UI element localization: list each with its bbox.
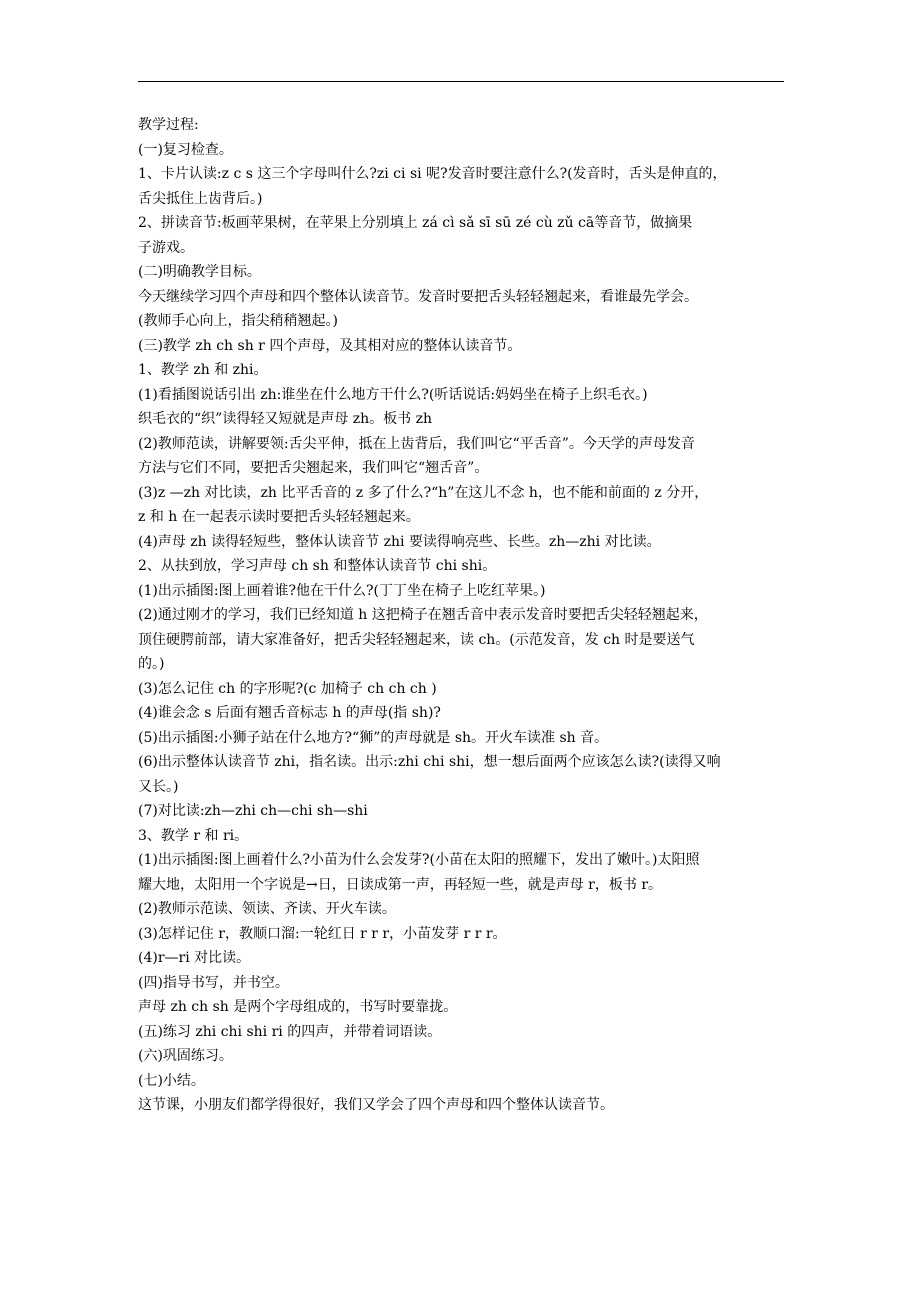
text-line: (六)巩固练习。 (138, 1048, 233, 1064)
text-line: (2)教师范读，讲解要领:舌尖平伸，抵在上齿背后，我们叫它“平舌音”。今天学的声母发音 (138, 435, 695, 452)
text-line: (4)谁会念 s 后面有翘舌音标志 h 的声母(指 sh)? (138, 705, 441, 721)
text-line: (2)教师示范读、领读、齐读、开火车读。 (138, 901, 396, 917)
text-line: 1、卡片认读:z c s 这三个字母叫什么?zi ci si 呢?发音时要注意什么?(发音时，舌头是伸直的， (138, 166, 727, 182)
text-line: 3、教学 r 和 ri。 (138, 827, 249, 844)
text-line: 方法与它们不同，要把舌尖翘起来，我们叫它“翘舌音”。 (138, 460, 489, 476)
text-line: 今天继续学习四个声母和四个整体认读音节。发音时要把舌头轻轻翘起来，看谁最先学会。 (138, 288, 698, 305)
text-line: (1)出示插图:图上画着谁?他在干什么?(丁丁坐在椅子上吃红苹果。) (138, 582, 546, 599)
text-line: (7)对比读:zh—zhi ch—chi sh—shi (138, 803, 368, 819)
text-line: (6)出示整体认读音节 zhi，指名读。出示:zhi chi shi，想一想后面两个应该怎么读?(读得又响 (138, 754, 721, 770)
text-line: 又长。) (138, 778, 179, 795)
text-line: (教师手心向上，指尖稍稍翘起。) (138, 313, 338, 329)
text-line: 这节课，小朋友们都学得很好，我们又学会了四个声母和四个整体认读音节。 (138, 1097, 614, 1113)
text-line: (二)明确教学目标。 (138, 264, 261, 280)
text-line: (五)练习 zhi chi shi ri 的四声，并带着词语读。 (138, 1023, 442, 1040)
text-line: (4)声母 zh 读得轻短些，整体认读音节 zhi 要读得响亮些、长些。zh—zhi 对比读。 (138, 533, 661, 550)
text-line: (四)指导书写，并书空。 (138, 974, 289, 991)
text-line: 声母 zh ch sh 是两个字母组成的，书写时要靠拢。 (138, 999, 458, 1015)
text-line: 的。) (138, 656, 165, 672)
text-line: 2、拼读音节:板画苹果树，在苹果上分别填上 zá cì sǎ sī sū zé cù zǔ cā等音节，做摘果 (138, 215, 693, 231)
text-line: 2、从扶到放，学习声母 ch sh 和整体认读音节 chi shi。 (138, 558, 497, 574)
text-line: 教学过程: (138, 117, 199, 133)
text-line: 耀大地，太阳用一个字说是→日，日读成第一声，再轻短一些，就是声母 r，板书 r。 (138, 876, 663, 893)
text-line: (七)小结。 (138, 1072, 205, 1089)
text-line: (3)怎样记住 r，教顺口溜:一轮红日 r r r，小苗发芽 r r r。 (138, 925, 507, 942)
text-line: (4)r—ri 对比读。 (138, 950, 251, 966)
text-line: (一)复习检查。 (138, 141, 233, 158)
text-line: 顶住硬腭前部，请大家准备好，把舌尖轻轻翘起来，读 ch。(示范发音，发 ch 时是要送气 (138, 631, 695, 648)
text-line: 1、教学 zh 和 zhi。 (138, 362, 268, 378)
text-line: 织毛衣的“织”读得轻又短就是声母 zh。板书 zh (138, 411, 432, 427)
text-line: (1)出示插图:图上画着什么?小苗为什么会发芽?(小苗在太阳的照耀下，发出了嫩叶。)太阳照 (138, 852, 700, 868)
text-line: (三)教学 zh ch sh r 四个声母，及其相对应的整体认读音节。 (138, 337, 522, 354)
text-line: (5)出示插图:小狮子站在什么地方?“狮”的声母就是 sh。开火车读准 sh 音。 (138, 729, 609, 746)
text-line: (3)怎么记住 ch 的字形呢?(c 加椅子 ch ch ch ) (138, 680, 437, 697)
text-line: (3)z —zh 对比读，zh 比平舌音的 z 多了什么?“h”在这儿不念 h，也不能和前面的 z 分开， (138, 484, 709, 501)
header-rule (138, 81, 784, 82)
text-line: z 和 h 在一起表示读时要把舌头轻轻翘起来。 (138, 509, 420, 525)
text-line: (2)通过刚才的学习，我们已经知道 h 这把椅子在翘舌音中表示发音时要把舌尖轻轻翘起来， (138, 607, 708, 623)
text-line: (1)看插图说话引出 zh:谁坐在什么地方干什么?(听话说话:妈妈坐在椅子上织毛衣。) (138, 386, 648, 403)
text-line: 子游戏。 (138, 239, 194, 256)
text-line: 舌尖抵住上齿背后。) (138, 190, 263, 207)
lesson-body (138, 113, 800, 1118)
